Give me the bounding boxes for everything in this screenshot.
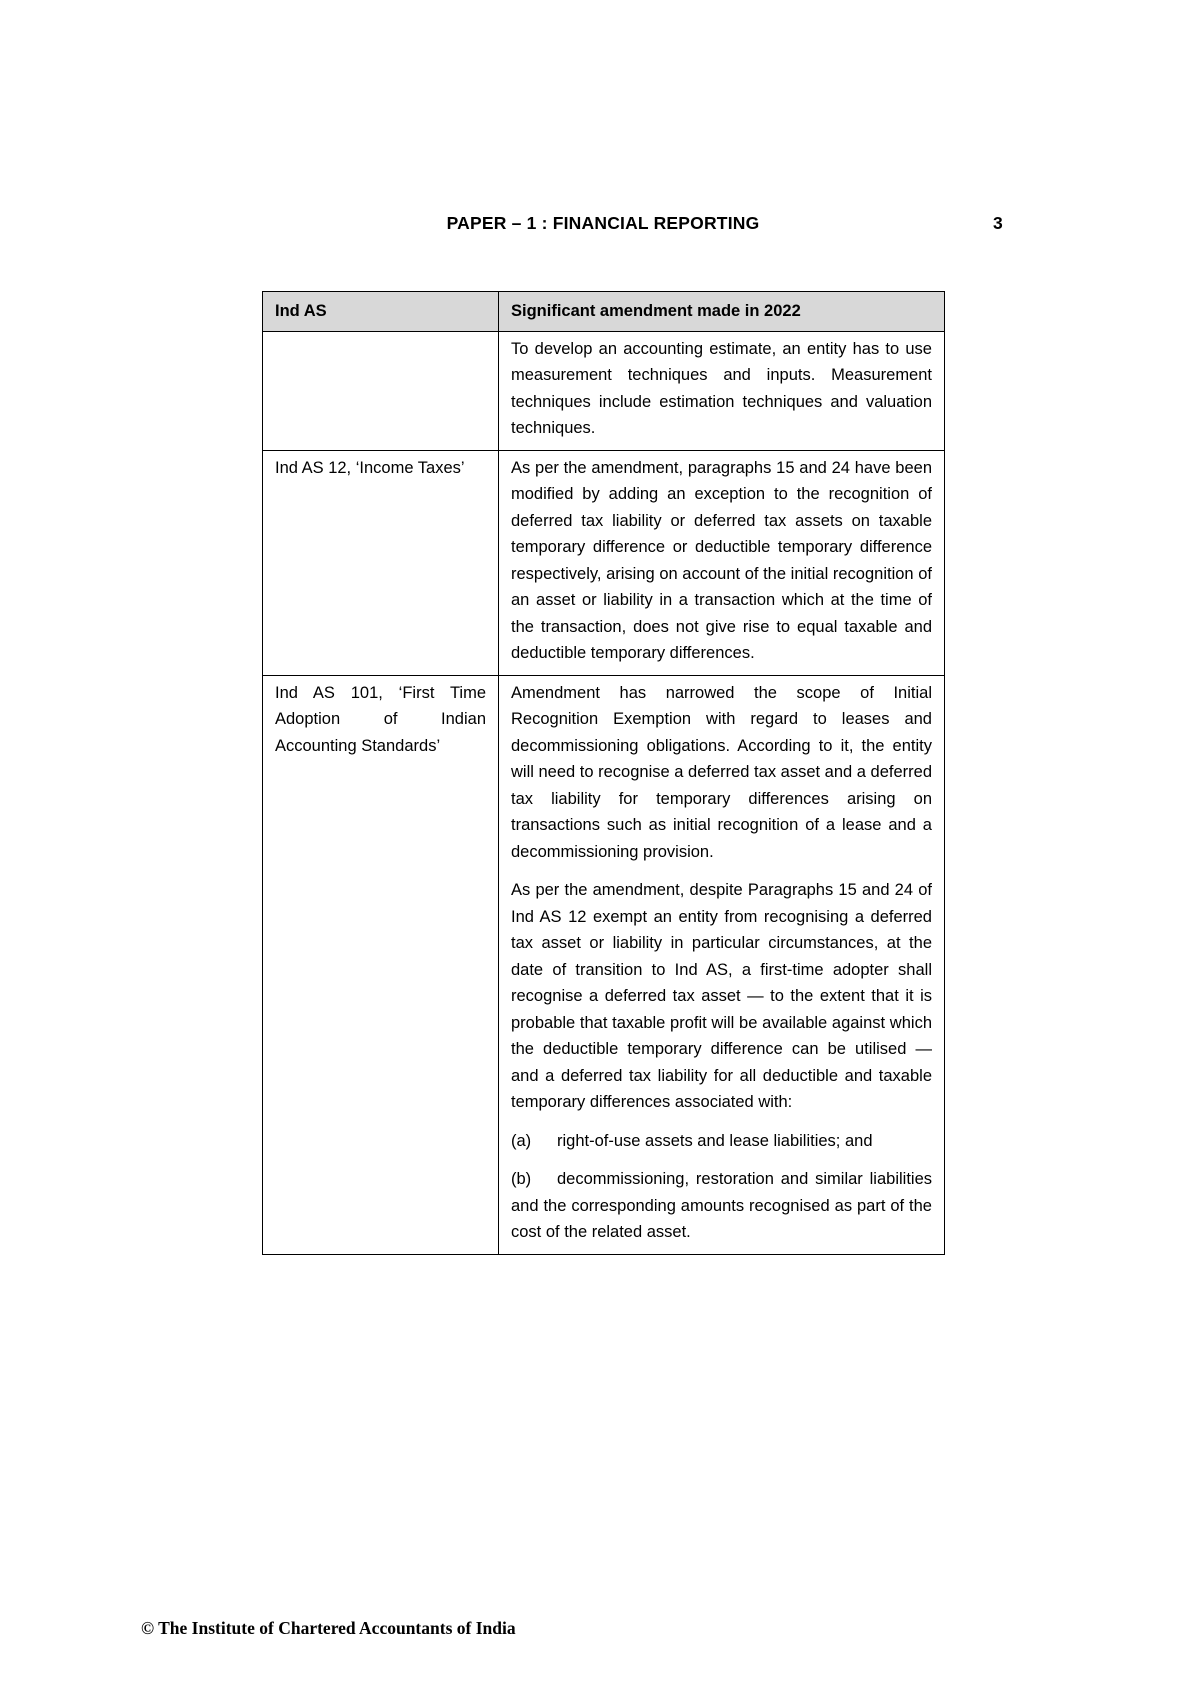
amendment-cell [499,331,945,450]
list-item-marker: (a) [511,1131,532,1150]
amendment-paragraph: As per the amendment, despite Paragraphs 15 and 24 of Ind AS 12 exempt an entity from recognising a deferred tax asset or liability in particular circumstances, at the date of transition to Ind AS, a first-time adopter shall recognise a deferred tax asset — to the extent that it is probable that taxable profit will be available against which the deductible temporary difference can be utilised — and a deferred tax liability for all deductible and taxable temporary differences associated with: [511,881,932,1111]
amendments-table [262,291,945,1255]
amendment-list-item [511,1166,932,1246]
ind-as-cell: Ind AS 12, ‘Income Taxes’ [263,450,499,675]
list-item-text: decommissioning, restoration and similar liabilities and the corresponding amounts recognised as part of the cost of the related asset. [511,1170,932,1241]
amendment-cell [499,675,945,1254]
amendment-list-item [511,1128,932,1155]
ind-as-cell [263,331,499,450]
amendment-paragraph: Amendment has narrowed the scope of Initial Recognition Exemption with regard to leases and decommissioning obligations. According to it, the entity will need to recognise a deferred tax asset and a deferred tax liability for temporary differences arising on transactions such as initial recognition of a lease and a decommissioning provision. [511,683,933,861]
table-row [263,450,945,675]
column-header-ind-as: Ind AS [263,292,499,332]
column-header-amendment: Significant amendment made in 2022 [499,292,945,332]
amendment-paragraph: To develop an accounting estimate, an entity has to use measurement techniques and inputs. Measurement techniques include estimation techniques and valuation techniques. [511,339,932,437]
table-row [263,675,945,1254]
table-row [263,331,945,450]
page-number: 3 [993,213,1003,233]
amendment-cell [499,450,945,675]
copyright-notice: © The Institute of Chartered Accountants of India [141,1618,516,1638]
amendment-paragraph: As per the amendment, paragraphs 15 and 24 have been modified by adding an exception to the recognition of deferred tax liability or deferred tax assets on taxable temporary difference or deductible temporary difference respectively, arising on account of the initial recognition of an asset or liability in a transaction which at the time of the transaction, does not give rise to equal taxable and deductible temporary differences. [511,458,932,662]
ind-as-cell: Ind AS 101, ‘First Time Adoption of Indian Accounting Standards’ [263,675,499,1254]
page-title: PAPER – 1 : FINANCIAL REPORTING [446,213,760,233]
list-item-marker: (b) [511,1170,532,1188]
table-header-row [263,292,945,332]
list-item-text: right-of-use assets and lease liabilities; and [557,1131,873,1150]
